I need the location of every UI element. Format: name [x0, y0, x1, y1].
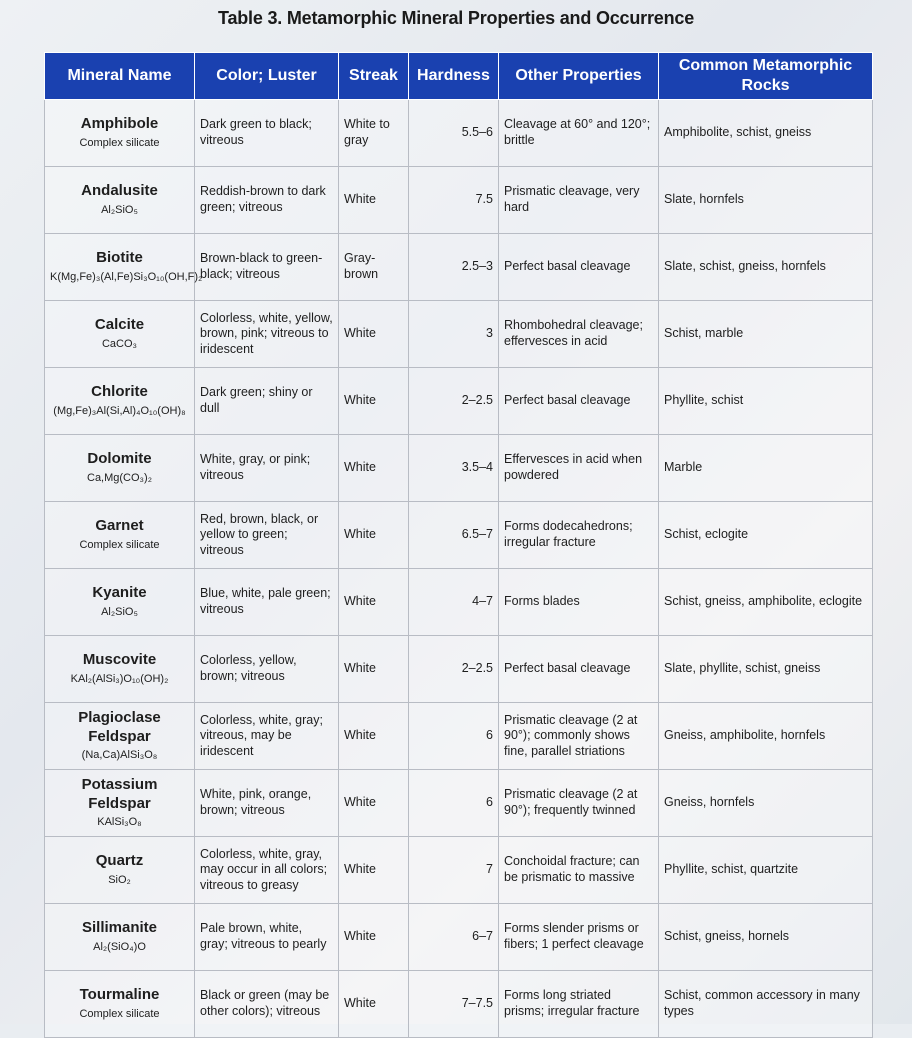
other-properties-cell: Forms blades	[499, 569, 659, 636]
table-row	[45, 837, 873, 904]
streak-cell: White	[339, 301, 409, 368]
color-luster-cell: Colorless, white, yellow, brown, pink; vitreous to iridescent	[195, 301, 339, 368]
table-title: Table 3. Metamorphic Mineral Properties and Occurrence	[217, 8, 695, 28]
other-properties-cell: Perfect basal cleavage	[499, 636, 659, 703]
mineral-formula: CaCO₃	[101, 338, 138, 350]
mineral-cell	[45, 234, 203, 301]
mineral-cell	[45, 301, 195, 368]
mineral-formula: KAl₂(AlSi₃)O₁₀(OH)₂	[70, 673, 169, 685]
other-properties-cell: Effervesces in acid when powdered	[499, 435, 659, 502]
mineral-formula: (Na,Ca)AlSi₃O₈	[81, 749, 158, 762]
header-mineral-name: Mineral Name	[45, 53, 195, 100]
other-properties-cell: Perfect basal cleavage	[499, 234, 659, 301]
mineral-name: Chlorite	[91, 383, 148, 401]
hardness-cell: 6.5–7	[409, 502, 499, 569]
mineral-table	[44, 52, 873, 1038]
mineral-formula: SiO₂	[108, 874, 131, 886]
streak-cell: White	[339, 569, 409, 636]
mineral-cell	[45, 100, 195, 167]
header-other-properties: Other Properties	[499, 53, 659, 100]
streak-cell: White	[339, 837, 409, 904]
color-luster-cell: Colorless, white, gray; vitreous, may be iridescent	[195, 703, 339, 770]
other-properties-cell: Rhombohedral cleavage; effervesces in acid	[499, 301, 659, 368]
mineral-name: Andalusite	[81, 182, 158, 200]
mineral-cell	[45, 167, 195, 234]
other-properties-cell: Prismatic cleavage, very hard	[499, 167, 659, 234]
table-row	[45, 770, 873, 837]
hardness-cell: 7.5	[409, 167, 499, 234]
mineral-cell	[45, 971, 195, 1038]
mineral-formula: Al₂SiO₅	[101, 204, 138, 216]
mineral-name: Sillimanite	[81, 919, 158, 937]
other-properties-cell: Forms long striated prisms; irregular fracture	[499, 971, 659, 1038]
streak-cell: White	[339, 703, 409, 770]
table-row	[45, 301, 873, 368]
streak-cell: Gray-brown	[339, 234, 409, 301]
mineral-name: Biotite	[96, 249, 143, 267]
color-luster-cell: Dark green; shiny or dull	[195, 368, 339, 435]
color-luster-cell: Colorless, yellow, brown; vitreous	[195, 636, 339, 703]
mineral-cell	[45, 770, 195, 837]
hardness-cell: 7	[409, 837, 499, 904]
table-row	[45, 904, 873, 971]
table-row	[45, 971, 873, 1038]
hardness-cell: 2.5–3	[409, 234, 499, 301]
rocks-cell: Marble	[659, 435, 873, 502]
hardness-cell: 2–2.5	[409, 636, 499, 703]
mineral-name: Amphibole	[80, 115, 159, 133]
mineral-name: Calcite	[94, 316, 145, 334]
mineral-name: Quartz	[95, 852, 144, 870]
mineral-cell	[45, 904, 195, 971]
rocks-cell: Slate, hornfels	[659, 167, 873, 234]
table-row	[45, 167, 873, 234]
table-row	[45, 502, 873, 569]
hardness-cell: 4–7	[409, 569, 499, 636]
mineral-name: Tourmaline	[79, 986, 160, 1004]
mineral-cell	[45, 636, 195, 703]
hardness-cell: 7–7.5	[409, 971, 499, 1038]
other-properties-cell: Prismatic cleavage (2 at 90°); frequently twinned	[499, 770, 659, 837]
color-luster-cell: Blue, white, pale green; vitreous	[195, 569, 339, 636]
rocks-cell: Schist, marble	[659, 301, 873, 368]
mineral-name: Plagioclase Feldspar	[78, 708, 161, 745]
mineral-formula: (Mg,Fe)₃Al(Si,Al)₄O₁₀(OH)₈	[53, 405, 186, 417]
table-row	[45, 636, 873, 703]
rocks-cell: Gneiss, amphibolite, hornfels	[659, 703, 873, 770]
mineral-name: Potassium Feldspar	[81, 775, 158, 812]
color-luster-cell: Black or green (may be other colors); vitreous	[195, 971, 339, 1038]
hardness-cell: 3	[409, 301, 499, 368]
streak-cell: White	[339, 167, 409, 234]
table-row	[45, 569, 873, 636]
hardness-cell: 2–2.5	[409, 368, 499, 435]
other-properties-cell: Cleavage at 60° and 120°; brittle	[499, 100, 659, 167]
rocks-cell: Schist, eclogite	[659, 502, 873, 569]
table-row	[45, 368, 873, 435]
streak-cell: White	[339, 971, 409, 1038]
mineral-formula: Complex silicate	[79, 539, 160, 551]
color-luster-cell: White, gray, or pink; vitreous	[195, 435, 339, 502]
rocks-cell: Slate, schist, gneiss, hornfels	[659, 234, 873, 301]
mineral-cell	[45, 569, 195, 636]
other-properties-cell: Conchoidal fracture; can be prismatic to massive	[499, 837, 659, 904]
mineral-cell	[45, 837, 195, 904]
rocks-cell: Slate, phyllite, schist, gneiss	[659, 636, 873, 703]
color-luster-cell: Brown-black to green-black; vitreous	[195, 234, 339, 301]
mineral-name: Kyanite	[92, 584, 147, 602]
color-luster-cell: Colorless, white, gray, may occur in all colors; vitreous to greasy	[195, 837, 339, 904]
mineral-formula: Ca,Mg(CO₃)₂	[87, 472, 152, 484]
header-common-rocks: Common Metamorphic Rocks	[659, 53, 873, 100]
streak-cell: White	[339, 904, 409, 971]
rocks-cell: Amphibolite, schist, gneiss	[659, 100, 873, 167]
rocks-cell: Phyllite, schist, quartzite	[659, 837, 873, 904]
rocks-cell: Schist, gneiss, amphibolite, eclogite	[659, 569, 873, 636]
mineral-cell	[45, 435, 195, 502]
streak-cell: White	[339, 435, 409, 502]
table-body	[45, 100, 873, 1038]
rocks-cell: Gneiss, hornfels	[659, 770, 873, 837]
streak-cell: White	[339, 770, 409, 837]
header-hardness: Hardness	[409, 53, 499, 100]
other-properties-cell: Prismatic cleavage (2 at 90°); commonly shows fine, parallel striations	[499, 703, 659, 770]
header-streak: Streak	[339, 53, 409, 100]
mineral-cell	[45, 703, 195, 770]
other-properties-cell: Perfect basal cleavage	[499, 368, 659, 435]
mineral-formula: Complex silicate	[79, 1008, 160, 1020]
color-luster-cell: Pale brown, white, gray; vitreous to pearly	[195, 904, 339, 971]
color-luster-cell: Dark green to black; vitreous	[195, 100, 339, 167]
mineral-name: Muscovite	[82, 651, 157, 669]
color-luster-cell: Red, brown, black, or yellow to green; vitreous	[195, 502, 339, 569]
table-row	[45, 100, 873, 167]
mineral-formula: Al₂SiO₅	[101, 606, 138, 618]
rocks-cell: Schist, common accessory in many types	[659, 971, 873, 1038]
table-row	[45, 234, 873, 301]
mineral-name: Dolomite	[87, 450, 152, 468]
mineral-cell	[45, 502, 195, 569]
color-luster-cell: White, pink, orange, brown; vitreous	[195, 770, 339, 837]
hardness-cell: 6	[409, 770, 499, 837]
rocks-cell: Schist, gneiss, hornels	[659, 904, 873, 971]
hardness-cell: 3.5–4	[409, 435, 499, 502]
mineral-cell	[45, 368, 195, 435]
streak-cell: White	[339, 368, 409, 435]
hardness-cell: 6	[409, 703, 499, 770]
mineral-formula: K(Mg,Fe)₃(Al,Fe)Si₃O₁₀(OH,F)₂	[50, 271, 203, 283]
other-properties-cell: Forms slender prisms or fibers; 1 perfect cleavage	[499, 904, 659, 971]
table-row	[45, 703, 873, 770]
header-color-luster: Color; Luster	[195, 53, 339, 100]
rocks-cell: Phyllite, schist	[659, 368, 873, 435]
mineral-name: Garnet	[95, 517, 144, 535]
hardness-cell: 6–7	[409, 904, 499, 971]
table-row	[45, 435, 873, 502]
mineral-formula: Al₂(SiO₄)O	[93, 941, 146, 953]
color-luster-cell: Reddish-brown to dark green; vitreous	[195, 167, 339, 234]
streak-cell: White	[339, 502, 409, 569]
streak-cell: White to gray	[339, 100, 409, 167]
streak-cell: White	[339, 636, 409, 703]
hardness-cell: 5.5–6	[409, 100, 499, 167]
mineral-formula: Complex silicate	[79, 137, 160, 149]
other-properties-cell: Forms dodecahedrons; irregular fracture	[499, 502, 659, 569]
mineral-formula: KAlSi₃O₈	[97, 816, 142, 829]
header-row	[45, 53, 873, 100]
